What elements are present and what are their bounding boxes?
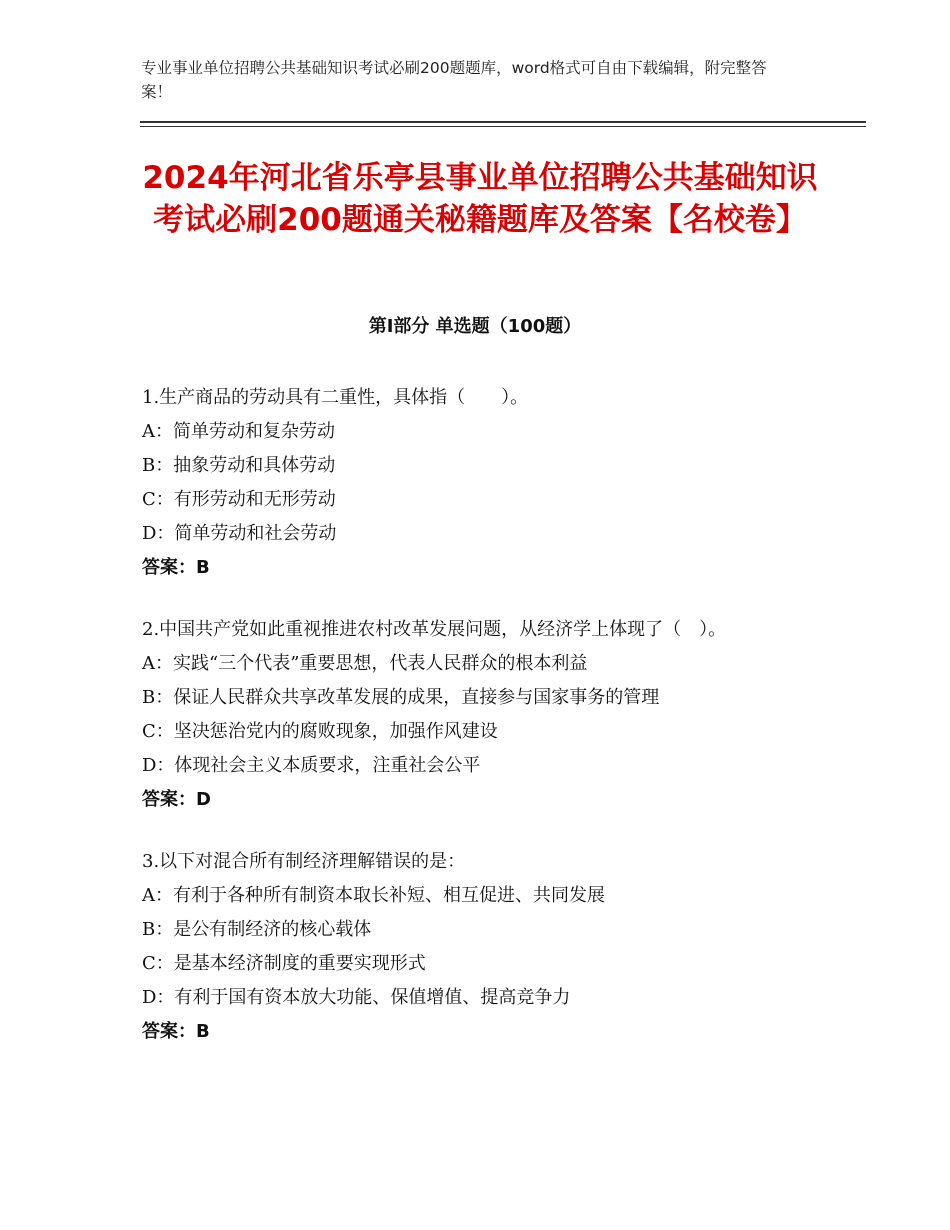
option-d: D：简单劳动和社会劳动 <box>142 523 337 544</box>
question-stem: 1.生产商品的劳动具有二重性，具体指（ ）。 <box>142 387 529 408</box>
question-3 <box>142 845 802 1049</box>
header-note: 专业事业单位招聘公共基础知识考试必刷200题题库，word格式可自由下载编辑，附完整答案！ <box>141 59 767 101</box>
option-a: A：简单劳动和复杂劳动 <box>142 421 335 442</box>
header-rule-thick <box>140 121 866 123</box>
option-d: D：体现社会主义本质要求，注重社会公平 <box>142 755 481 776</box>
option-c: C：坚决惩治党内的腐败现象，加强作风建设 <box>142 721 498 742</box>
option-d: D：有利于国有资本放大功能、保值增值、提高竞争力 <box>142 987 571 1008</box>
answer: 答案：B <box>142 1021 210 1042</box>
question-list <box>142 381 802 1077</box>
option-c: C：有形劳动和无形劳动 <box>142 489 336 510</box>
question-1 <box>142 381 802 585</box>
header-rule-thin <box>140 126 866 127</box>
answer: 答案：D <box>142 789 211 810</box>
question-stem: 3.以下对混合所有制经济理解错误的是： <box>142 851 466 872</box>
option-b: B：抽象劳动和具体劳动 <box>142 455 336 476</box>
document-title: 2024年河北省乐亭县事业单位招聘公共基础知识考试必刷200题通关秘籍题库及答案【名校卷】 <box>142 160 818 238</box>
option-a: A：实践“三个代表”重要思想，代表人民群众的根本利益 <box>142 653 588 674</box>
option-c: C：是基本经济制度的重要实现形式 <box>142 953 426 974</box>
question-stem: 2.中国共产党如此重视推进农村改革发展问题，从经济学上体现了（ ）。 <box>142 619 727 640</box>
question-2 <box>142 613 802 817</box>
option-b: B：是公有制经济的核心载体 <box>142 919 372 940</box>
part-title: 第Ⅰ部分 单选题（100题） <box>368 316 582 337</box>
option-a: A：有利于各种所有制资本取长补短、相互促进、共同发展 <box>142 885 605 906</box>
answer: 答案：B <box>142 557 210 578</box>
option-b: B：保证人民群众共享改革发展的成果，直接参与国家事务的管理 <box>142 687 660 708</box>
